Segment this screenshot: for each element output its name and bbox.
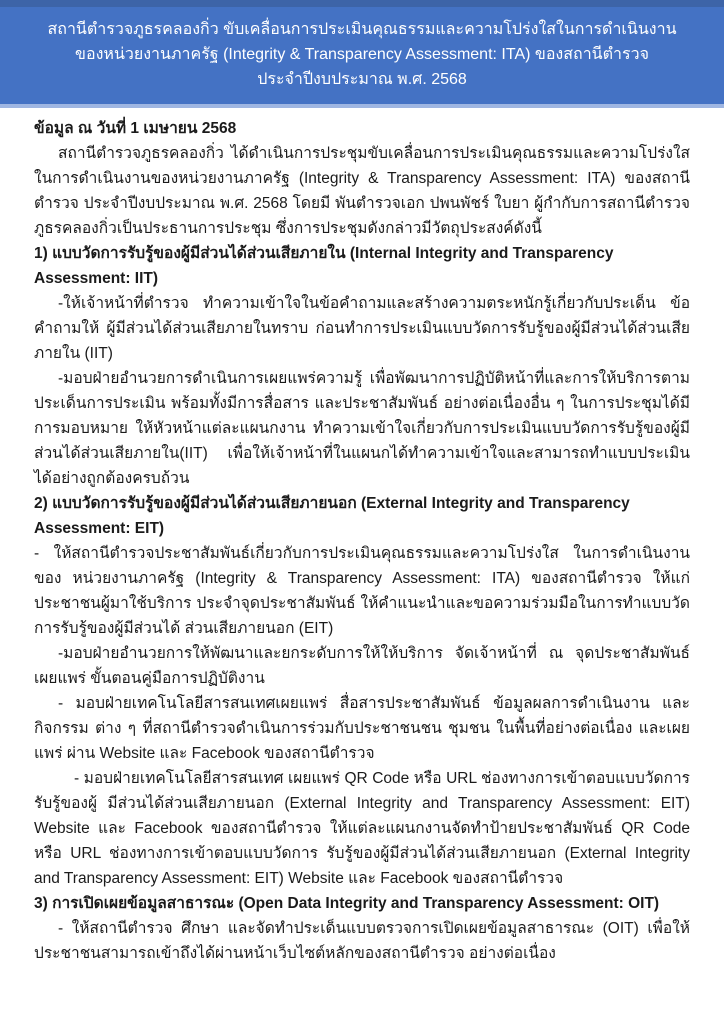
paragraph: - มอบฝ่ายเทคโนโลยีสารสนเทศ เผยแพร่ QR Code หรือ URL ช่องทางการเข้าตอบแบบวัดการรับรู้ของผู้ มีส่วนได้ส่วนเสียภายนอก (External Integrity and Transparency Assessment: EIT) Website และ Facebook ของสถานีตำรวจ ให้แต่ละแผนกงานจัดทำป้ายประชาสัมพันธ์ QR Code หรือ URL ช่องทางการเข้าตอบแบบวัดการ รับรู้ของผู้มีส่วนได้ส่วนเสียภายนอก (External Integrity and Transparency Assessment: EIT) Website และ Facebook ของสถานีตำรวจ xyxy=(34,770,690,887)
paragraph: - มอบฝ่ายเทคโนโลยีสารสนเทศเผยแพร่ สื่อสารประชาสัมพันธ์ ข้อมูลผลการดำเนินงาน และ กิจกรรม ต่าง ๆ ที่สถานีตำรวจดำเนินการร่วมกับประชาชนชน ชุมชน ในพื้นที่อย่างต่อเนื่อง และเผยแพร่ ผ่าน Website และ Facebook ของสถานีตำรวจ xyxy=(34,695,690,762)
banner-title-line-3: ประจำปีงบประมาณ พ.ศ. 2568 xyxy=(257,71,467,88)
banner-title-line-1: สถานีตำรวจภูธรคลองกิ่ว ขับเคลื่อนการประเมินคุณธรรมและความโปร่งใสในการดำเนินงาน xyxy=(47,21,677,38)
data-as-of-date: ข้อมูล ณ วันที่ 1 เมษายน 2568 xyxy=(34,120,237,137)
paragraph: -ให้เจ้าหน้าที่ตำรวจ ทำความเข้าใจในข้อคำถามและสร้างความตระหนักรู้เกี่ยวกับประเด็น ข้อคำถามให้ ผู้มีส่วนได้ส่วนเสียภายในทราบ ก่อนทำการประเมินแบบวัดการรับรู้ของผู้มีส่วนได้ส่วนเสียภายใน (IIT) xyxy=(34,295,690,362)
header-banner xyxy=(0,0,724,108)
paragraph: -มอบฝ่ายอำนวยการให้พัฒนาและยกระดับการให้ให้บริการ จัดเจ้าหน้าที่ ณ จุดประชาสัมพันธ์ เผยแพร่ ขั้นตอนคู่มือการปฏิบัติงาน xyxy=(34,645,690,687)
section-oit xyxy=(34,891,690,966)
paragraph: - ให้สถานีตำรวจประชาสัมพันธ์เกี่ยวกับการประเมินคุณธรรมและความโปร่งใส ในการดำเนินงานของ หน่วยงานภาครัฐ (Integrity & Transparency Assessment: ITA) ของสถานีตำรวจ ให้แก่ประชาชนผู้มาใช้บริการ ประจำจุดประชาสัมพันธ์ ให้คำแนะนำและขอความร่วมมือในการทำแบบวัดการรับรู้ของผู้มีส่วนได้ ส่วนเสียภายนอก (EIT) xyxy=(34,545,690,637)
intro-paragraph: สถานีตำรวจภูธรคลองกิ่ว ได้ดำเนินการประชุมขับเคลื่อนการประเมินคุณธรรมและความโปร่งใส ในการดำเนินงานของหน่วยงานภาครัฐ (Integrity & Transparency Assessment: ITA) ของสถานีตำรวจ ประจำปีงบประมาณ พ.ศ. 2568 โดยมี พันตำรวจเอก ปพนพัชร์ ใบยา ผู้กำกับการสถานีตำรวจภูธรคลองกิ่วเป็นประธานการประชุม ซึ่งการประชุมดังกล่าวมีวัตถุประสงค์ดังนี้ xyxy=(34,145,690,237)
section-heading-eit: 2) แบบวัดการรับรู้ของผู้มีส่วนได้ส่วนเสียภายนอก (External Integrity and Transparency Assessment: EIT) xyxy=(34,495,630,537)
banner-title-line-2: ของหน่วยงานภาครัฐ (Integrity & Transparency Assessment: ITA) ของสถานีตำรวจ xyxy=(75,46,649,63)
section-heading-iit: 1) แบบวัดการรับรู้ของผู้มีส่วนได้ส่วนเสียภายใน (Internal Integrity and Transparency Assessment: IIT) xyxy=(34,245,614,287)
paragraph: -มอบฝ่ายอำนวยการดำเนินการเผยแพร่ความรู้ เพื่อพัฒนาการปฏิบัติหน้าที่และการให้บริการตาม ประเด็นการประเมิน พร้อมทั้งมีการสื่อสาร และประชาสัมพันธ์ อย่างต่อเนื่องอื่น ๆ ในการประชุมได้มีการมอบหมาย ให้หัวหน้าแต่ละแผนกงาน ทำความเข้าใจเกี่ยวกับการประเมินแบบวัดการรับรู้ของผู้มีส่วนได้ส่วนเสียภายใน(IIT) เพื่อให้เจ้าหน้าที่ในแผนกได้ทำความเข้าใจและสามารถทำแบบประเมินได้อย่างถูกต้องครบถ้วน xyxy=(34,370,690,487)
document-body xyxy=(0,108,724,966)
paragraph: - ให้สถานีตำรวจ ศึกษา และจัดทำประเด็นแบบตรวจการเปิดเผยข้อมูลสาธารณะ (OIT) เพื่อให้ ประชาชนสามารถเข้าถึงได้ผ่านหน้าเว็บไซต์หลักของสถานีตำรวจ อย่างต่อเนื่อง xyxy=(34,920,690,962)
section-heading-oit: 3) การเปิดเผยข้อมูลสาธารณะ (Open Data Integrity and Transparency Assessment: OIT) xyxy=(34,895,660,912)
section-iit xyxy=(34,241,690,491)
section-eit xyxy=(34,491,690,891)
